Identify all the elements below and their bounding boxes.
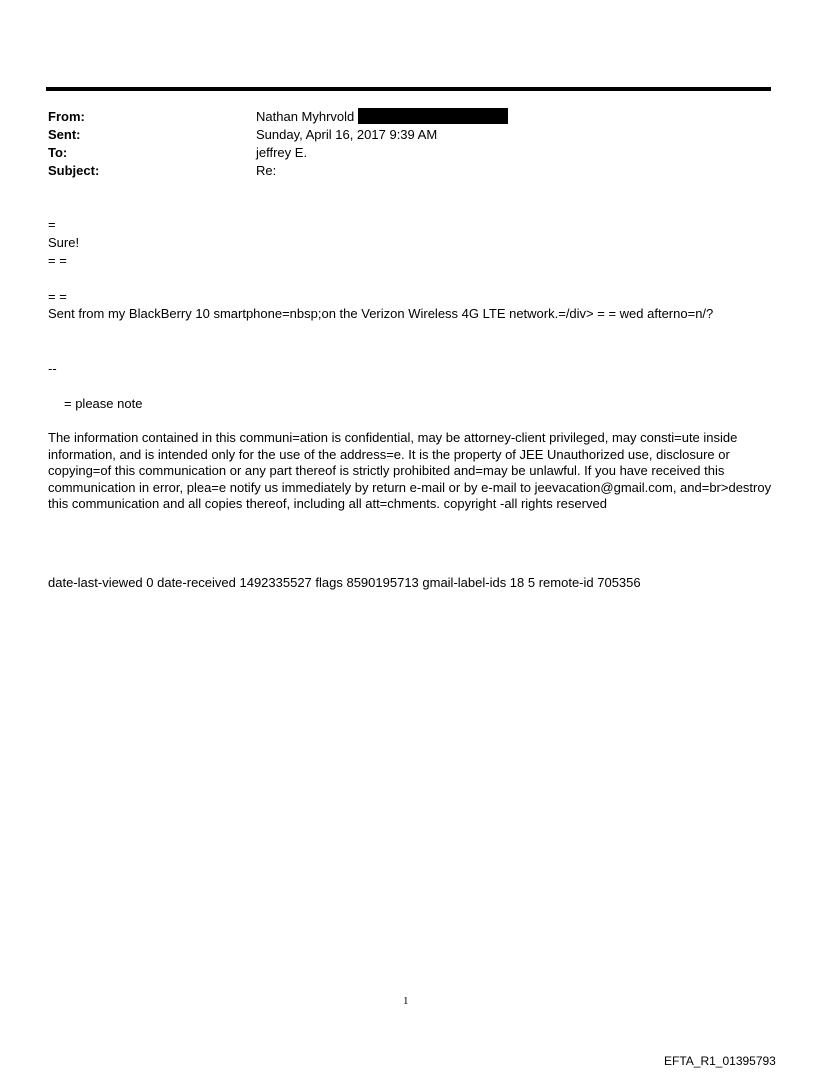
body-line: = =	[48, 289, 67, 304]
disclaimer-paragraph: The information contained in this communi=ation is confidential, may be attorney-client privileged, may consti=ute inside information, and is intended only for the use of the address=e. It is the property of JEE Unauthorized use, disclosure or copying=of this communication or any part thereof is strictly prohibited and=may be unlawful. If you have received this communication in error, plea=e notify us immediately by return e-mail or by e-mail to jeevacation@gmail.com, and=br>destroy this communication and all copies thereof, including all att=chments. copyright -all rights reserved	[48, 430, 772, 511]
body-line: = =	[48, 253, 67, 268]
sent-value: Sunday, April 16, 2017 9:39 AM	[256, 127, 438, 142]
from-value	[256, 108, 508, 126]
redaction-box	[358, 108, 508, 124]
body-line: =	[48, 217, 56, 232]
metadata-line: date-last-viewed 0 date-received 1492335527 flags 8590195713 gmail-label-ids 18 5 remote-id 705356	[48, 575, 641, 590]
document-id: EFTA_R1_01395793	[664, 1054, 776, 1068]
to-value: jeffrey E.	[256, 145, 308, 160]
subject-label: Subject:	[48, 163, 100, 178]
separator-dashes: --	[48, 361, 57, 376]
subject-value: Re:	[256, 163, 277, 178]
signature-line: Sent from my BlackBerry 10 smartphone=nbsp;on the Verizon Wireless 4G LTE network.=/div> = = wed afterno=n/?	[48, 306, 714, 321]
body-line: Sure!	[48, 235, 80, 250]
sender-name: Nathan Myhrvold	[256, 109, 355, 124]
to-label: To:	[48, 145, 68, 160]
please-note: = please note	[64, 396, 143, 411]
from-label: From:	[48, 109, 85, 124]
page-number: 1	[403, 995, 409, 1007]
sent-label: Sent:	[48, 127, 81, 142]
header-rule	[46, 87, 771, 91]
